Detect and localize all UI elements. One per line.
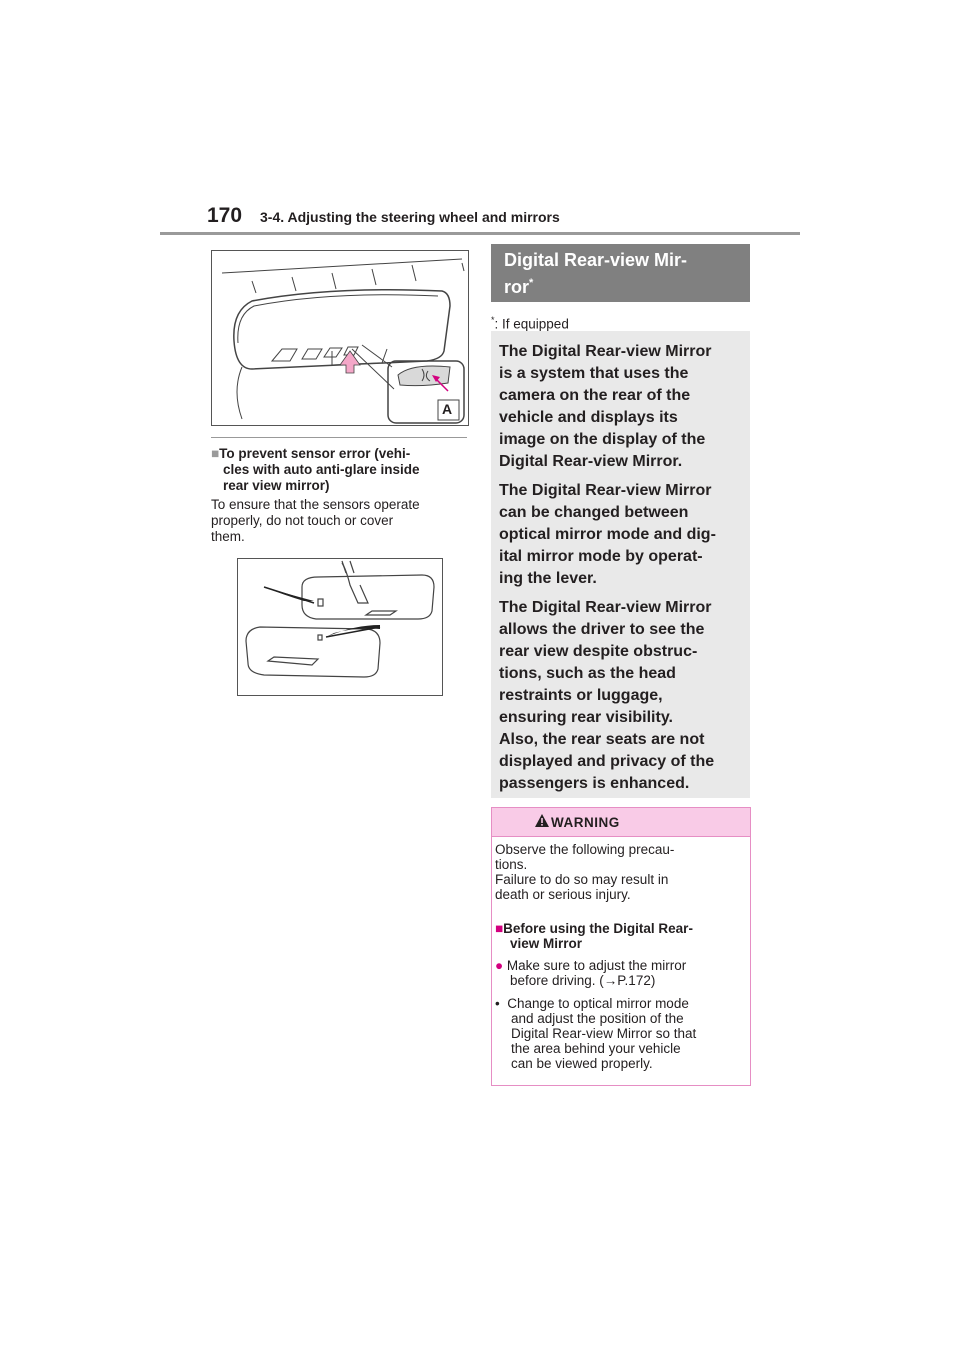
warning-dash-item xyxy=(495,996,747,1071)
warning-line: Make sure to adjust the mirror xyxy=(506,958,687,973)
warning-header xyxy=(492,808,750,837)
warning-line: tions. xyxy=(495,857,528,872)
square-bullet-icon: ■ xyxy=(495,921,504,936)
header-rule xyxy=(160,232,800,235)
footnote-text: : If equipped xyxy=(494,316,569,332)
warning-line: view Mirror xyxy=(510,936,583,951)
rear-view-mirror-drawing xyxy=(212,251,468,425)
summary-line: rear view despite obstruc- xyxy=(499,643,698,660)
summary-line: The Digital Rear-view Mirror xyxy=(499,599,712,616)
figure-divider xyxy=(211,437,467,438)
body-line: To ensure that the sensors operate xyxy=(211,497,420,512)
section-heading-bar xyxy=(491,244,750,302)
warning-line: Before using the Digital Rear- xyxy=(503,921,693,936)
warning-line: Change to optical mirror mode xyxy=(507,996,689,1011)
asterisk-mark: * xyxy=(529,277,534,289)
sub-heading-line: To prevent sensor error (vehi- xyxy=(219,446,411,461)
warning-line: death or serious injury. xyxy=(495,887,631,902)
summary-line: image on the display of the xyxy=(499,431,706,448)
summary-line: The Digital Rear-view Mirror xyxy=(499,343,712,360)
warning-line: Digital Rear-view Mirror so that xyxy=(511,1026,697,1041)
warning-line: the area behind your vehicle xyxy=(511,1041,681,1056)
warning-line: and adjust the position of the xyxy=(511,1011,684,1026)
warning-bullet-item xyxy=(495,958,747,988)
body-paragraph xyxy=(211,497,471,545)
sub-heading-line: cles with auto anti-glare inside xyxy=(223,462,420,477)
callout-label-a: A xyxy=(442,401,453,417)
summary-line: tions, such as the head xyxy=(499,665,676,682)
page-number: 170 xyxy=(207,204,243,227)
sub-heading-sensor-error xyxy=(211,446,471,494)
round-bullet-icon: ● xyxy=(495,958,504,973)
summary-line: restraints or luggage, xyxy=(499,687,663,704)
section-title: 3-4. Adjusting the steering wheel and mirrors xyxy=(260,209,560,225)
summary-line: Also, the rear seats are not xyxy=(499,731,705,748)
sub-heading-line: rear view mirror) xyxy=(223,478,330,493)
summary-line: vehicle and displays its xyxy=(499,409,678,426)
warning-line: can be viewed properly. xyxy=(511,1056,653,1071)
body-line: properly, do not touch or cover xyxy=(211,513,394,528)
dot-bullet-icon: • xyxy=(495,996,500,1011)
summary-line: ital mirror mode by operat- xyxy=(499,548,703,565)
summary-line: can be changed between xyxy=(499,504,689,521)
summary-line: allows the driver to see the xyxy=(499,621,705,638)
asterisk-mark: * xyxy=(491,315,495,325)
summary-paragraph-1 xyxy=(499,341,744,473)
summary-line: camera on the rear of the xyxy=(499,387,691,404)
summary-line: optical mirror mode and dig- xyxy=(499,526,716,543)
warning-sub-heading xyxy=(495,921,747,951)
summary-line: ing the lever. xyxy=(499,570,597,587)
summary-line: The Digital Rear-view Mirror xyxy=(499,482,712,499)
section-heading xyxy=(504,249,744,299)
section-heading-line: ror xyxy=(504,277,530,297)
square-bullet-icon: ■ xyxy=(211,446,220,461)
warning-line: Failure to do so may result in xyxy=(495,872,669,887)
summary-paragraph-2 xyxy=(499,480,744,590)
summary-line: displayed and privacy of the xyxy=(499,753,715,770)
warning-label: WARNING xyxy=(551,815,620,830)
summary-line: Digital Rear-view Mirror. xyxy=(499,453,683,470)
warning-line: Observe the following precau- xyxy=(495,842,675,857)
warning-triangle-icon xyxy=(534,813,550,828)
warning-intro xyxy=(495,842,740,902)
sensor-location-illustration xyxy=(237,558,443,696)
summary-paragraph-3 xyxy=(499,597,744,795)
warning-box xyxy=(491,807,751,1086)
body-line: them. xyxy=(211,529,245,544)
rear-view-mirror-illustration xyxy=(211,250,469,426)
summary-line: is a system that uses the xyxy=(499,365,689,382)
summary-box xyxy=(491,331,750,798)
summary-line: passengers is enhanced. xyxy=(499,775,690,792)
summary-line: ensuring rear visibility. xyxy=(499,709,673,726)
section-heading-line: Digital Rear-view Mir- xyxy=(504,250,688,270)
warning-line: before driving. (→P.172) xyxy=(510,973,656,988)
sensor-location-drawing xyxy=(238,559,442,695)
footnote xyxy=(491,315,569,332)
